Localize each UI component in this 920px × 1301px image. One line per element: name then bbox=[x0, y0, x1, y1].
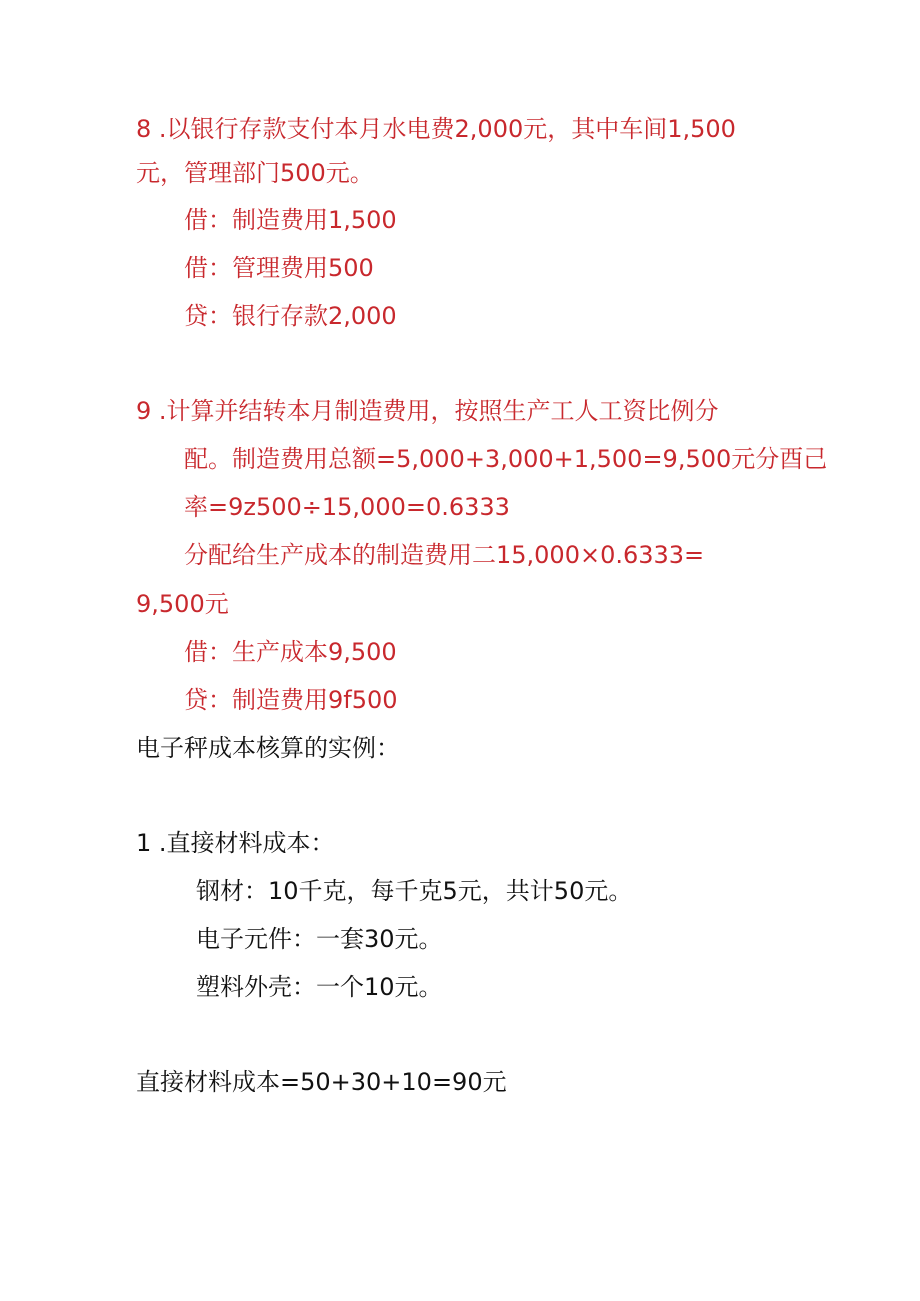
example-electronics: 电子元件：一套30元。 bbox=[196, 925, 443, 953]
example-shell: 塑料外壳：一个10元。 bbox=[196, 973, 443, 1001]
example-heading: 电子秤成本核算的实例： bbox=[136, 734, 400, 762]
item9-entry-credit-manufacturing: 贷：制造费用9f500 bbox=[184, 686, 398, 714]
item8-entry-credit-bank: 贷：银行存款2,000 bbox=[184, 302, 397, 330]
item9-line1: 9 .计算并结转本月制造费用，按照生产工人工资比例分 bbox=[136, 397, 719, 425]
item8-entry-debit-admin: 借：管理费用500 bbox=[184, 254, 374, 282]
example-item1-title: 1 .直接材料成本： bbox=[136, 829, 335, 857]
item8-line1: 8 .以银行存款支付本月水电费2,000元，其中车间1,500 bbox=[136, 115, 736, 143]
example-steel: 钢材：10千克，每千克5元，共计50元。 bbox=[196, 877, 633, 905]
example-total: 直接材料成本=50+30+10=90元 bbox=[136, 1068, 507, 1096]
item9-entry-debit-production: 借：生产成本9,500 bbox=[184, 638, 397, 666]
item9-line2: 配。制造费用总额=5,000+3,000+1,500=9,500元分酉己 bbox=[184, 445, 828, 473]
item8-entry-debit-manufacturing: 借：制造费用1,500 bbox=[184, 206, 397, 234]
item9-line3: 率=9z500÷15,000=0.6333 bbox=[184, 493, 510, 521]
item9-line4: 分配给生产成本的制造费用二15,000×0.6333= bbox=[184, 541, 705, 569]
item8-line2: 元，管理部门500元。 bbox=[136, 159, 374, 187]
item9-line5: 9,500元 bbox=[136, 590, 229, 618]
